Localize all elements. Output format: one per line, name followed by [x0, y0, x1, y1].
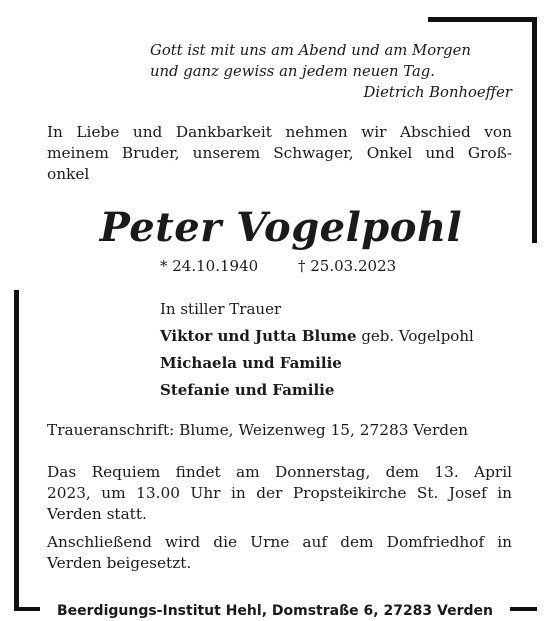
mourners-list — [160, 296, 474, 404]
mourners-heading: In stiller Trauer — [160, 300, 282, 318]
frame-top-bar — [428, 17, 537, 22]
quote-line: Gott ist mit uns am Abend und am Morgen — [150, 42, 471, 59]
intro-line: meinem Bruder, unserem Schwager, Onkel und Groß- — [47, 144, 512, 162]
quote-author: Dietrich Bonhoeffer — [363, 84, 512, 101]
mourner-entry — [160, 377, 474, 404]
mourner-name: Viktor und Jutta Blume — [160, 327, 357, 345]
burial-line: Anschließend wird die Urne auf dem Domfriedhof in — [47, 533, 512, 551]
requiem-line: Verden statt. — [47, 505, 147, 523]
intro-line: In Liebe und Dankbarkeit nehmen wir Abschied von — [47, 123, 512, 141]
funeral-home-text: Beerdigungs-Institut Hehl, Domstraße 6, 27283 Verden — [51, 603, 499, 619]
birth-date: * 24.10.1940 — [160, 257, 259, 275]
mourner-maiden-name: geb. Vogelpohl — [356, 327, 474, 345]
funeral-home-footer — [0, 601, 550, 621]
quote-line: und ganz gewiss an jedem neuen Tag. — [150, 63, 435, 80]
intro-text — [47, 122, 512, 185]
frame-left-bar — [14, 290, 19, 610]
death-date: † 25.03.2023 — [298, 257, 397, 275]
deceased-name: Peter Vogelpohl — [99, 204, 463, 251]
mourning-address — [47, 420, 512, 441]
requiem-line: 2023, um 13.00 Uhr in der Propsteikirche St. Josef in — [47, 484, 512, 502]
bible-quote — [150, 40, 512, 103]
mourner-entry — [160, 323, 474, 350]
burial-line: Verden beigesetzt. — [47, 554, 192, 572]
mourner-name: Stefanie und Familie — [160, 381, 335, 399]
mourner-name: Michaela und Familie — [160, 354, 342, 372]
burial-notice — [47, 532, 512, 574]
address-line: Traueranschrift: Blume, Weizenweg 15, 27283 Verden — [47, 421, 468, 439]
intro-line: onkel — [47, 165, 90, 183]
requiem-notice — [47, 462, 512, 525]
requiem-line: Das Requiem findet am Donnerstag, dem 13. April — [47, 463, 512, 481]
mourner-entry — [160, 350, 474, 377]
